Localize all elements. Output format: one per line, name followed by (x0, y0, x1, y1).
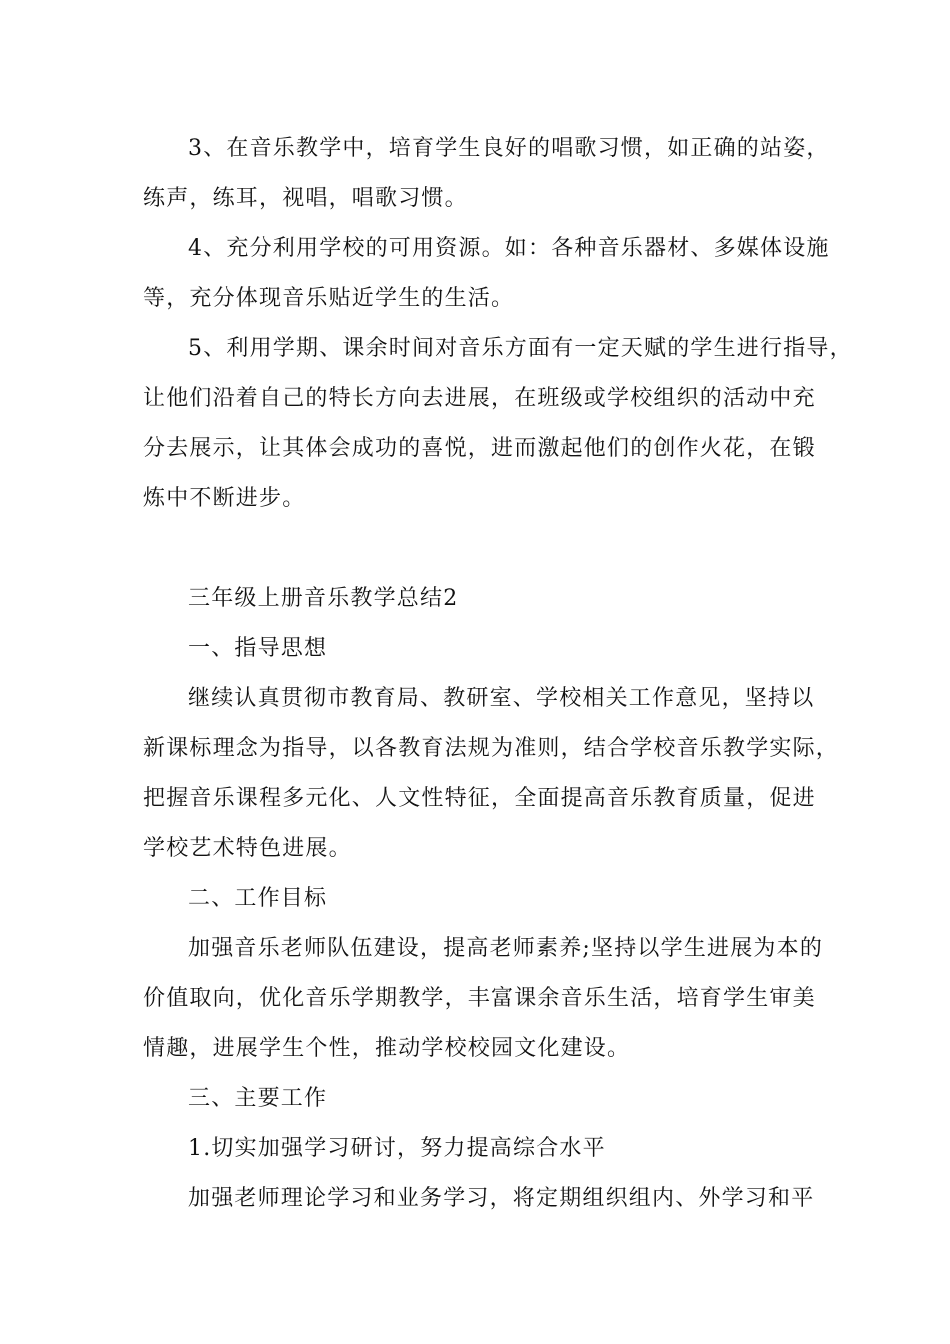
text-line: 炼中不断进步。 (143, 486, 306, 511)
text-line: 练声，练耳，视唱，唱歌习惯。 (143, 186, 468, 211)
text-line: 5、利用学期、课余时间对音乐方面有一定天赋的学生进行指导， (188, 336, 853, 361)
text-line: 4、充分利用学校的可用资源。如：各种音乐器材、多媒体设施 (188, 236, 830, 261)
text-line: 学校艺术特色进展。 (143, 836, 352, 861)
text-line: 等，充分体现音乐贴近学生的生活。 (143, 286, 515, 311)
text-line: 把握音乐课程多元化、人文性特征，全面提高音乐教育质量，促进 (143, 786, 816, 811)
text-line: 加强老师理论学习和业务学习，将定期组织组内、外学习和平 (188, 1186, 815, 1211)
text-line: 情趣，进展学生个性，推动学校校园文化建设。 (143, 1036, 631, 1061)
text-line: 分去展示，让其体会成功的喜悦，进而激起他们的创作火花，在锻 (143, 436, 816, 461)
text-line: 继续认真贯彻市教育局、教研室、学校相关工作意见，坚持以 (188, 686, 815, 711)
text-line: 新课标理念为指导，以各教育法规为准则，结合学校音乐教学实际， (143, 736, 840, 761)
text-line: 3、在音乐教学中，培育学生良好的唱歌习惯，如正确的站姿， (188, 136, 830, 161)
text-line: 价值取向，优化音乐学期教学，丰富课余音乐生活，培育学生审美 (143, 986, 816, 1011)
section-title: 三年级上册音乐教学总结2 (188, 586, 459, 611)
subheading: 1.切实加强学习研讨，努力提高综合水平 (188, 1136, 606, 1161)
heading: 一、指导思想 (188, 636, 328, 661)
text-line: 加强音乐老师队伍建设，提高老师素养;坚持以学生进展为本的 (188, 936, 824, 961)
heading: 三、主要工作 (188, 1086, 328, 1111)
heading: 二、工作目标 (188, 886, 328, 911)
text-line: 让他们沿着自己的特长方向去进展，在班级或学校组织的活动中充 (143, 386, 816, 411)
